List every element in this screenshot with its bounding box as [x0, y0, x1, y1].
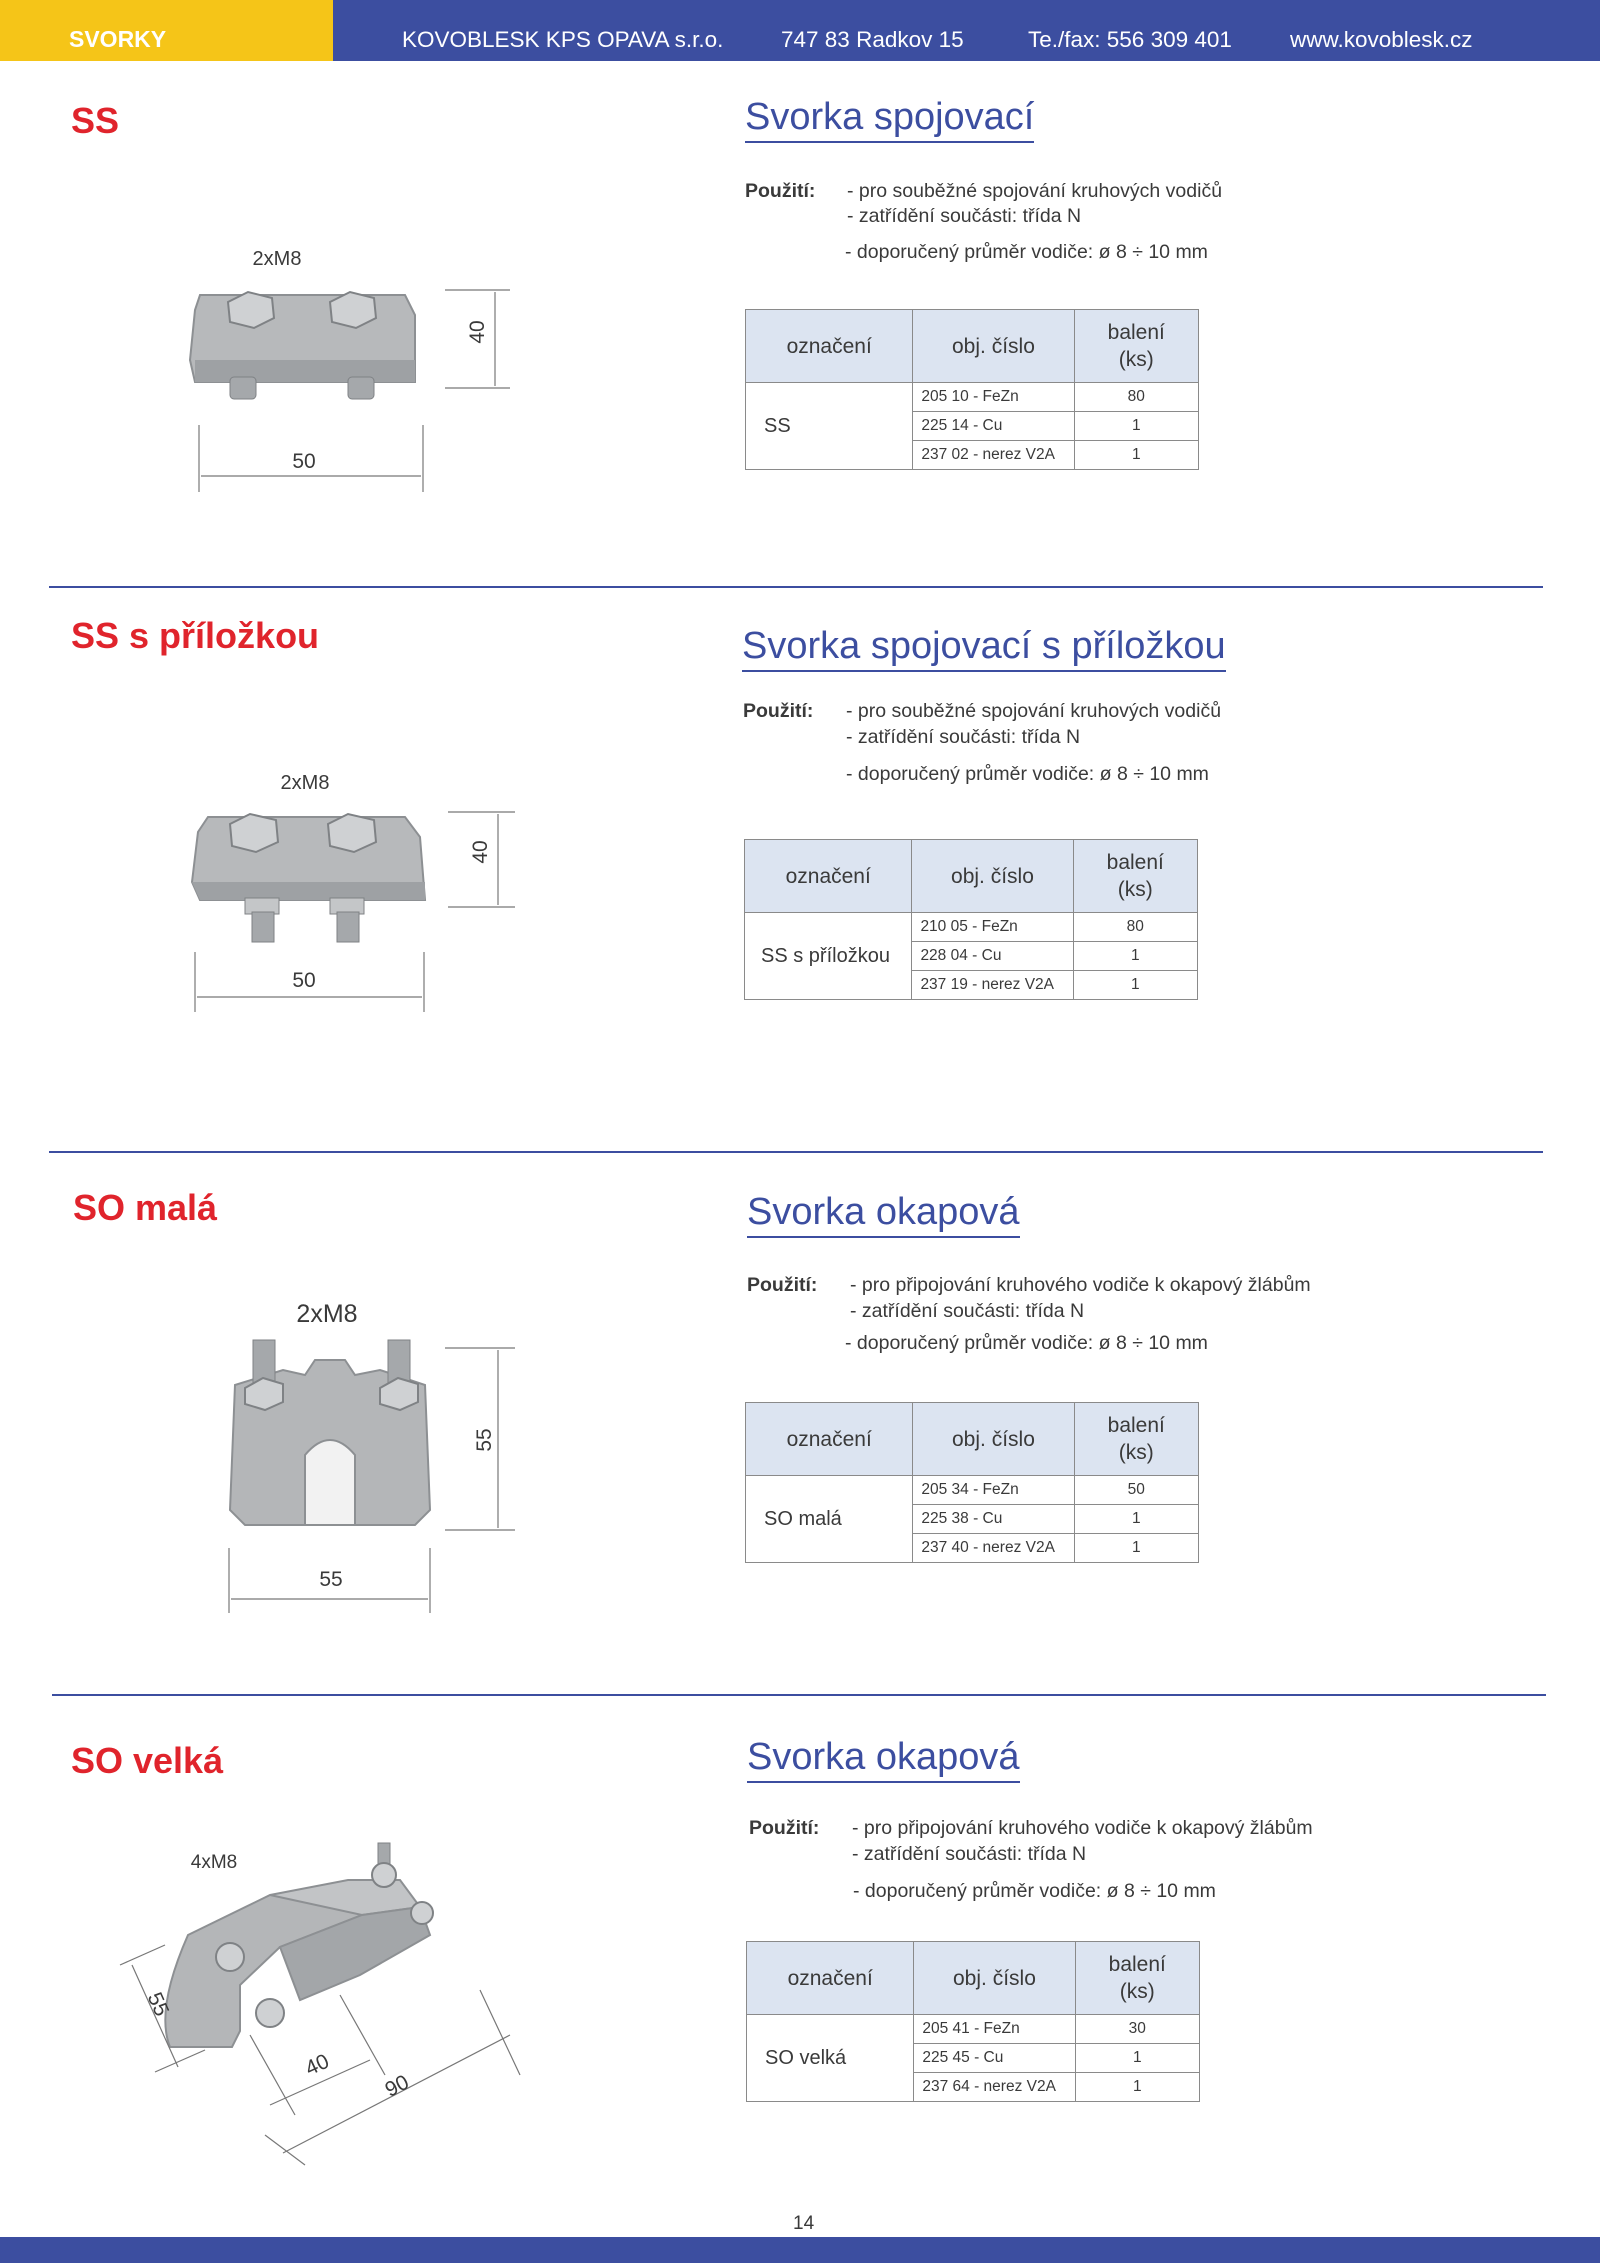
pack-qty: 50 — [1074, 1476, 1199, 1505]
clamp-drawing — [215, 1290, 535, 1620]
section-divider — [49, 1151, 1543, 1153]
table-row — [745, 913, 1198, 942]
company-address: 747 83 Radkov 15 — [781, 27, 964, 52]
pack-qty: 1 — [1074, 441, 1199, 470]
pack-qty: 1 — [1074, 1505, 1199, 1534]
company-name: KOVOBLESK KPS OPAVA s.r.o. — [402, 27, 724, 52]
spec-table — [744, 839, 1198, 1000]
table-row — [747, 2015, 1200, 2044]
order-number: 205 34 - FeZn — [913, 1476, 1074, 1505]
usage-label: Použití: — [743, 700, 814, 722]
usage-line: - pro souběžné spojování kruhových vodičů — [847, 180, 1223, 202]
product-title: Svorka okapová — [747, 1735, 1020, 1783]
order-number: 237 40 - nerez V2A — [913, 1534, 1074, 1563]
order-number: 205 41 - FeZn — [914, 2015, 1075, 2044]
order-number: 237 64 - nerez V2A — [914, 2073, 1075, 2102]
col-pack: balení (ks) — [1075, 1942, 1200, 2015]
table-header-row — [747, 1942, 1200, 2015]
dimension-width: 55 — [319, 1568, 343, 1591]
order-number: 225 14 - Cu — [913, 412, 1074, 441]
page-number: 14 — [793, 2213, 815, 2234]
dimension-depth: 40 — [301, 2049, 333, 2081]
table-row — [746, 1476, 1199, 1505]
page-footer-bar — [0, 2237, 1600, 2263]
bolt-label: 2xM8 — [296, 1300, 358, 1328]
pack-qty: 30 — [1075, 2015, 1200, 2044]
usage-label: Použití: — [745, 180, 816, 202]
pack-qty: 1 — [1075, 2073, 1200, 2102]
col-pack: balení (ks) — [1074, 310, 1199, 383]
col-designation: označení — [745, 840, 912, 913]
product-title: Svorka spojovací s příložkou — [742, 624, 1226, 672]
dimension-height: 40 — [466, 320, 489, 344]
order-number: 228 04 - Cu — [912, 942, 1073, 971]
pack-qty: 1 — [1073, 971, 1197, 1000]
dimension-height: 40 — [469, 840, 492, 864]
designation-cell: SO velká — [747, 2015, 914, 2102]
designation-cell: SS — [746, 383, 913, 470]
dimension-width: 50 — [292, 969, 316, 992]
product-title: Svorka spojovací — [745, 95, 1034, 143]
table-header-row — [746, 1403, 1199, 1476]
table-header-row — [746, 310, 1199, 383]
clamp-drawing — [100, 1835, 540, 2175]
pack-qty: 1 — [1075, 2044, 1200, 2073]
col-pack: balení (ks) — [1074, 1403, 1199, 1476]
product-code: SS s příložkou — [71, 615, 320, 656]
usage-line: - zatřídění součásti: třída N — [847, 205, 1082, 227]
col-designation: označení — [747, 1942, 914, 2015]
order-number: 225 45 - Cu — [914, 2044, 1075, 2073]
table-header-row — [745, 840, 1198, 913]
table-row — [746, 383, 1199, 412]
dimension-height: 55 — [473, 1428, 496, 1452]
product-code: SO malá — [73, 1187, 218, 1228]
diameter-note: - doporučený průměr vodiče: ø 8 ÷ 10 mm — [845, 1332, 1208, 1354]
usage-line: - zatřídění součásti: třída N — [852, 1843, 1087, 1865]
company-website[interactable]: www.kovoblesk.cz — [1290, 27, 1473, 52]
pack-qty: 80 — [1073, 913, 1197, 942]
order-number: 237 19 - nerez V2A — [912, 971, 1073, 1000]
usage-line: - pro připojování kruhového vodiče k okapový žlábům — [850, 1274, 1311, 1296]
col-pack: balení (ks) — [1073, 840, 1197, 913]
diameter-note: - doporučený průměr vodiče: ø 8 ÷ 10 mm — [846, 763, 1209, 785]
col-number: obj. číslo — [913, 310, 1074, 383]
dimension-width: 90 — [381, 2070, 413, 2102]
usage-line: - zatřídění součásti: třída N — [846, 726, 1081, 748]
dimension-height: 55 — [142, 1989, 174, 2020]
col-designation: označení — [746, 310, 913, 383]
bolt-label: 4xM8 — [190, 1852, 238, 1873]
bolt-label: 2xM8 — [252, 248, 302, 270]
product-code: SS — [71, 100, 120, 141]
diameter-note: - doporučený průměr vodiče: ø 8 ÷ 10 mm — [853, 1880, 1216, 1902]
col-number: obj. číslo — [913, 1403, 1074, 1476]
company-phone: Te./fax: 556 309 401 — [1028, 27, 1232, 52]
bolt-label: 2xM8 — [280, 772, 330, 794]
col-number: obj. číslo — [914, 1942, 1075, 2015]
order-number: 225 38 - Cu — [913, 1505, 1074, 1534]
section-divider — [52, 1694, 1546, 1696]
designation-cell: SO malá — [746, 1476, 913, 1563]
clamp-drawing — [180, 240, 540, 500]
col-designation: označení — [746, 1403, 913, 1476]
usage-line: - pro připojování kruhového vodiče k okapový žlábům — [852, 1817, 1313, 1839]
spec-table — [746, 1941, 1200, 2102]
section-divider — [49, 586, 1543, 588]
product-title: Svorka okapová — [747, 1190, 1020, 1238]
usage-line: - zatřídění součásti: třída N — [850, 1300, 1085, 1322]
usage-label: Použití: — [747, 1274, 818, 1296]
page-header — [0, 0, 1600, 61]
order-number: 237 02 - nerez V2A — [913, 441, 1074, 470]
spec-table — [745, 309, 1199, 470]
dimension-width: 50 — [292, 450, 316, 473]
category-label: SVORKY — [0, 0, 333, 61]
usage-line: - pro souběžné spojování kruhových vodičů — [846, 700, 1222, 722]
pack-qty: 80 — [1074, 383, 1199, 412]
clamp-drawing — [180, 762, 540, 1022]
pack-qty: 1 — [1074, 1534, 1199, 1563]
diameter-note: - doporučený průměr vodiče: ø 8 ÷ 10 mm — [845, 241, 1208, 263]
pack-qty: 1 — [1073, 942, 1197, 971]
order-number: 205 10 - FeZn — [913, 383, 1074, 412]
product-code: SO velká — [71, 1740, 224, 1781]
col-number: obj. číslo — [912, 840, 1073, 913]
usage-label: Použití: — [749, 1817, 820, 1839]
order-number: 210 05 - FeZn — [912, 913, 1073, 942]
designation-cell: SS s příložkou — [745, 913, 912, 1000]
spec-table — [745, 1402, 1199, 1563]
pack-qty: 1 — [1074, 412, 1199, 441]
